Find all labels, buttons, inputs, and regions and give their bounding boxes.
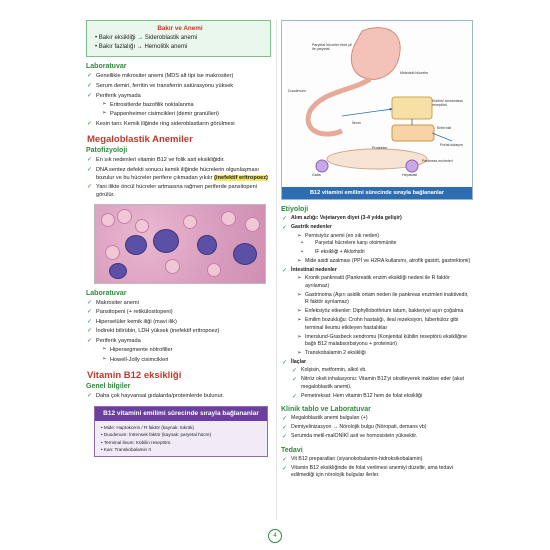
list-item-text: Periferik yaymada — [96, 92, 141, 99]
diagram-label: Paryetal hücreler ekrit yif ile paryetal — [312, 43, 352, 52]
copper-box-title: Bakır ve Anemi — [157, 25, 203, 32]
sub-item: ➢ Kronik pankreatit (Pankreatik enzim eksikliği nedeni ile R faktör ayrılamaz) — [305, 275, 471, 290]
megaloblastic-heading: Megaloblastik Anemiler — [87, 134, 193, 145]
list-item: ✓ Megaloblastik anemi bulguları (+) — [291, 415, 471, 423]
diagram-label: Midedeki hücreler — [400, 71, 429, 75]
diagram-label: Hepatosit — [402, 173, 418, 177]
sub-item: ➢ Imerslund-Grasbeck sendromu (Konjenital kübilin reseptörü eksikliğine bağlı B12 malabsorbsiyonu + proteinüri) — [305, 334, 471, 349]
list-item: ✓ Vitamin B12 eksikliğinde de folat verilmesi anemiyi düzeltir, ama tedavi edilmediği için nörolojik bulgular ilerler. — [291, 465, 471, 480]
treatment-list — [281, 456, 471, 480]
sub-item: ✓ Kolşisin, metformin, alkol vb. — [301, 367, 471, 375]
list-item: ✓ Serumda metil-malONİKİ asit ve homosistein yüksektir. — [291, 433, 471, 441]
dot-list — [305, 240, 471, 256]
b12-box-row: • Mide: Haptokorrin / R faktör (kaynak: tükrük) — [101, 424, 261, 431]
sub-item-text: Pernisiyöz anemi (en sık neden) — [305, 232, 380, 239]
sub-list — [102, 346, 271, 364]
lab2-heading: Laboratuvar — [86, 289, 127, 297]
etiology-heading: Etiyoloji — [281, 206, 309, 213]
copper-box-row: • Bakır eksikliği → Sideroblastik anemi — [95, 34, 265, 43]
sub-item: ➢ Transkobalamin 2 eksikliği — [305, 350, 471, 358]
column-divider — [276, 20, 277, 520]
diagram-label: Enterosit — [437, 126, 452, 130]
copper-anemia-box — [86, 20, 271, 57]
page-number: 4 — [268, 529, 282, 543]
sub-item: ➢ Enfeksiyöz etkenler: Diphyllobothrium latum, bakteriyel aşırı çoğalma — [305, 308, 471, 316]
copper-box-row: • Bakır fazlalığı → Hemolitik anemi — [95, 43, 265, 52]
b12-box-row: • Duodenum: İntrensek faktör (kaynak: paryetal hücre) — [101, 431, 261, 438]
list-item — [291, 359, 471, 400]
list-item: ✓ Hiperselüler kemik iliği (mavi ilik) — [96, 318, 271, 326]
list-item: ✓ Yani ilikte öncül hücreler artmasına rağmen periferde pansitopeni görülür. — [96, 183, 271, 199]
b12-binding-box — [94, 406, 268, 457]
list-item — [291, 267, 471, 358]
list-item-text: Alım azlığı: Vejetaryen diyet (3-4 yılda gelişir) — [291, 215, 402, 221]
dot-item: • IF eksikliği + Aklorhidri — [315, 249, 471, 256]
treatment-heading: Tedavi — [281, 446, 303, 454]
sub-item — [305, 233, 471, 257]
pathophysiology-heading: Patofizyoloji — [86, 147, 128, 154]
list-item-text: İlaçlar — [291, 359, 306, 366]
list-item: ✓ Vit B12 preparatları (siyanokobalamin-hidroksikobalamin) — [291, 456, 471, 464]
blood-smear-image — [94, 204, 266, 284]
sub-list — [297, 275, 471, 358]
sub-item: ➢ Gastrinoma (Aşırı asidik ortam neden ile pankreas enzimleri inaktivedir, R faktör ayrılamaz) — [305, 292, 471, 307]
clinical-heading: Klinik tablo ve Laboratuvar — [281, 406, 371, 414]
sub-item: ➢ Hipersegmente nötrofiller — [110, 346, 271, 354]
list-item: ✓ Daha çok hayvansal gıdalarda/proteinlerde bulunur. — [96, 392, 271, 400]
sub-list — [291, 367, 471, 400]
b12-box-row: • Terminal ileum: Kübilin reseptörü — [101, 439, 261, 446]
sub-item: ➢ Pappenheimer cisimcikleri (demir granülleri) — [110, 110, 271, 118]
diagram-label: Pankreas enzimleri — [422, 159, 453, 163]
general-info-heading: Genel bilgiler — [86, 382, 131, 390]
list-item: ✓ İndirekt bilirübin, LDH yüksek (inefektif eritropoez) — [96, 327, 271, 335]
b12-box-title: B12 vitamini emilimi sürecinde sırayla bağlananlar — [95, 407, 267, 421]
list-item: ✓ Serum demiri, ferritin ve transferrin satürasyonu yüksek — [96, 82, 271, 90]
list-item-text: DNA sentez defekti sonucu kemik iliğinde hücrelerin olgunlaşması bozulur ve bu hücreler perifere çıkmadan yıkılır — [96, 166, 259, 181]
patho-list — [86, 156, 271, 200]
clinical-list — [281, 415, 471, 441]
lab2-list — [86, 299, 271, 364]
sub-item: ✓ Nitröz oksit inhalasyonu: Vitamin B12'yi oksitleyerek inaktive eder (akut megaloblastik anemi). — [301, 376, 471, 391]
list-item-text: Gastrik nedenler — [291, 224, 332, 231]
list-item — [291, 215, 471, 223]
list-item — [96, 166, 271, 182]
list-item: ✓ Genellikle mikrositer anemi (MDS alt tipi ise makrositer) — [96, 72, 271, 80]
lab1-heading: Laboratuvar — [86, 63, 127, 71]
diagram-label: İleum — [352, 121, 361, 125]
etiology-list — [281, 215, 471, 400]
dot-item: • Paryetal hücrelere karşı otoimmünite — [315, 240, 471, 247]
list-item: ✓ Makrositer anemi — [96, 299, 271, 307]
list-item: ✓ Pansitopeni (+ retikülositopeni) — [96, 308, 271, 316]
lab1-list — [86, 72, 271, 128]
list-item-text: İntestinal nedenler — [291, 266, 337, 273]
list-item-text: Periferik yaymada — [96, 337, 141, 344]
list-item — [96, 92, 271, 119]
b12-absorption-diagram — [281, 20, 473, 200]
sub-list — [297, 233, 471, 266]
b12-box-row: • Kan: Transkobalamin II — [101, 446, 261, 453]
list-item: ✓ En sık nedenleri vitamin B12 ve folik asit eksikliğidir. — [96, 156, 271, 164]
diagram-caption: B12 vitamini emilimi sürecinde sırayla bağlananlar — [282, 187, 472, 199]
list-item: ✓ Demiyelinizasyon → Nörolojik bulgu (Nöropati, demans vb) — [291, 424, 471, 432]
diagram-label: Gaita — [312, 173, 321, 177]
sub-item: ➢ Eritrositlerde bazofilik noktalanma — [110, 101, 271, 109]
list-item: ✓ Kesin tanı: Kemik iliğinde ring sideroblastların görülmesi — [96, 120, 271, 128]
highlight-text: (inefektif eritropoez) — [214, 174, 268, 181]
sub-item: ➢ Emilim bozukluğu: Crohn hastalığı, ileal rezeksiyon, tüberküloz gibi terminal ileumu etkileyen hastalıklar — [305, 317, 471, 332]
general-list — [86, 392, 271, 400]
diagram-label: Kübilin/ amnionless reseptörü — [432, 99, 463, 108]
b12-heading: Vitamin B12 eksikliği — [87, 369, 182, 381]
sub-item: ➢ Howell-Jolly cisimcikleri — [110, 356, 271, 364]
sub-item: ✓ Pemetreksat: Hem vitamin B12 hem de folat eksikliği — [301, 393, 471, 401]
list-item — [96, 337, 271, 364]
sub-item: ➢ Mide asidi azalması (PPİ ve H2RA kullanımı, atrofik gastrit, gastrektomi) — [305, 258, 471, 266]
right-column — [281, 20, 471, 481]
diagram-label: Portal dolaşım — [440, 143, 463, 147]
sub-list — [102, 101, 271, 119]
left-column — [86, 20, 271, 457]
b12-box-body — [95, 421, 267, 455]
diagram-label: Duodenum — [288, 89, 306, 93]
list-item — [291, 224, 471, 265]
diagram-label: Proteinler — [372, 146, 388, 150]
